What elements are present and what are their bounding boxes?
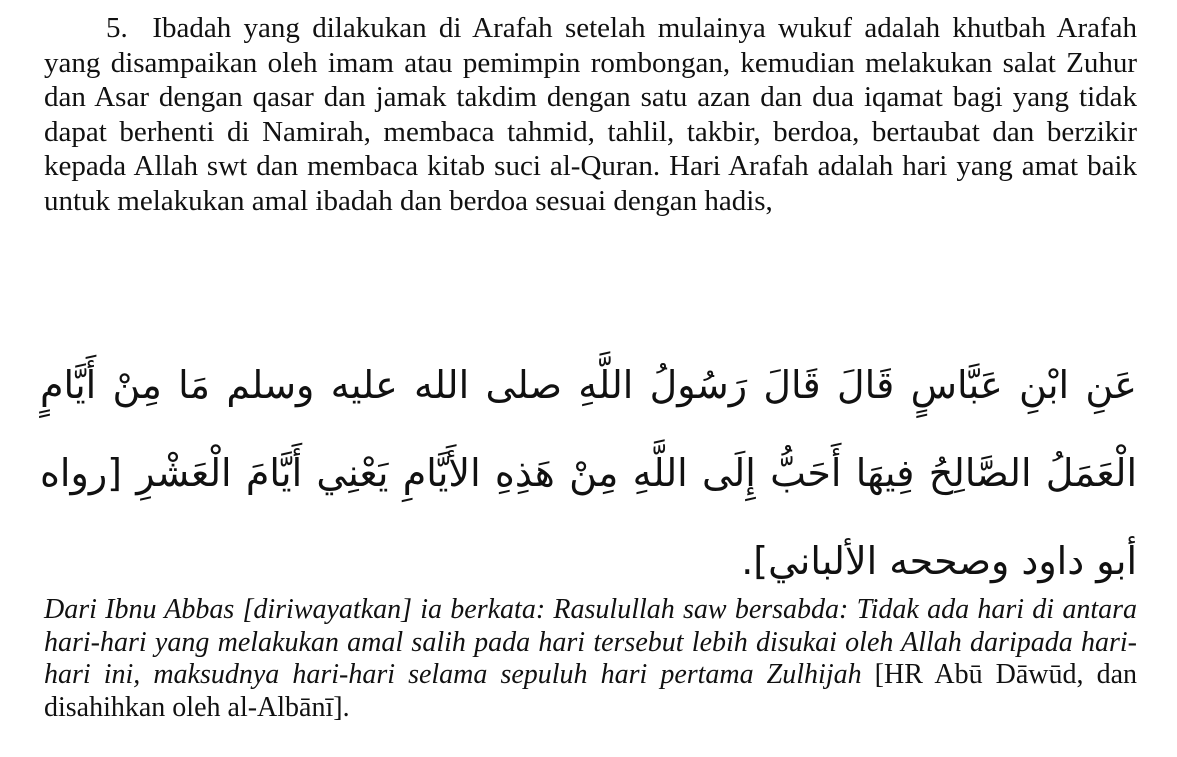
hadith-reference: [HR Abū Dāwūd, dan disahihkan oleh al-Albānī]. — [44, 659, 1137, 723]
paragraph-text: Ibadah yang dilakukan di Arafah setelah mulainya wukuf adalah khutbah Arafah yang disampaikan oleh imam atau pemimpin rombongan, kemudian melakukan salat Zuhur dan Asar dengan qasar dan jamak takdim dengan satu azan dan dua iqamat bagi yang tidak dapat berhenti di Namirah, membaca tahmid, tahlil, takbir, berdoa, bertaubat dan berzikir kepada Allah swt dan membaca kitab suci al-Quran. Hari Arafah adalah hari yang amat baik untuk melakukan amal ibadah dan berdoa sesuai dengan hadis, — [44, 12, 1137, 217]
hadith-arabic-text: عَنِ ابْنِ عَبَّاسٍ قَالَ قَالَ رَسُولُ اللَّهِ صلى الله عليه وسلم مَا مِنْ أَيَّامٍ الْعَمَلُ الصَّالِحُ فِيهَا أَحَبُّ إِلَى اللَّهِ مِنْ هَذِهِ الأَيَّامِ يَعْنِي أَيَّامَ الْعَشْرِ [رواه أبو داود وصححه الألباني]. — [40, 363, 1137, 583]
hadith-translation — [44, 594, 1137, 724]
translation-italic-text: Dari Ibnu Abbas [diriwayatkan] ia berkata: Rasulullah saw bersabda: Tidak ada hari di antara hari-hari yang melakukan amal salih pada hari tersebut lebih disukai oleh Allah daripada hari-hari ini, maksudnya hari-hari selama sepuluh hari pertama Zulhijah — [44, 594, 1137, 690]
numbered-paragraph — [44, 11, 1137, 218]
item-number: 5. — [106, 12, 128, 44]
